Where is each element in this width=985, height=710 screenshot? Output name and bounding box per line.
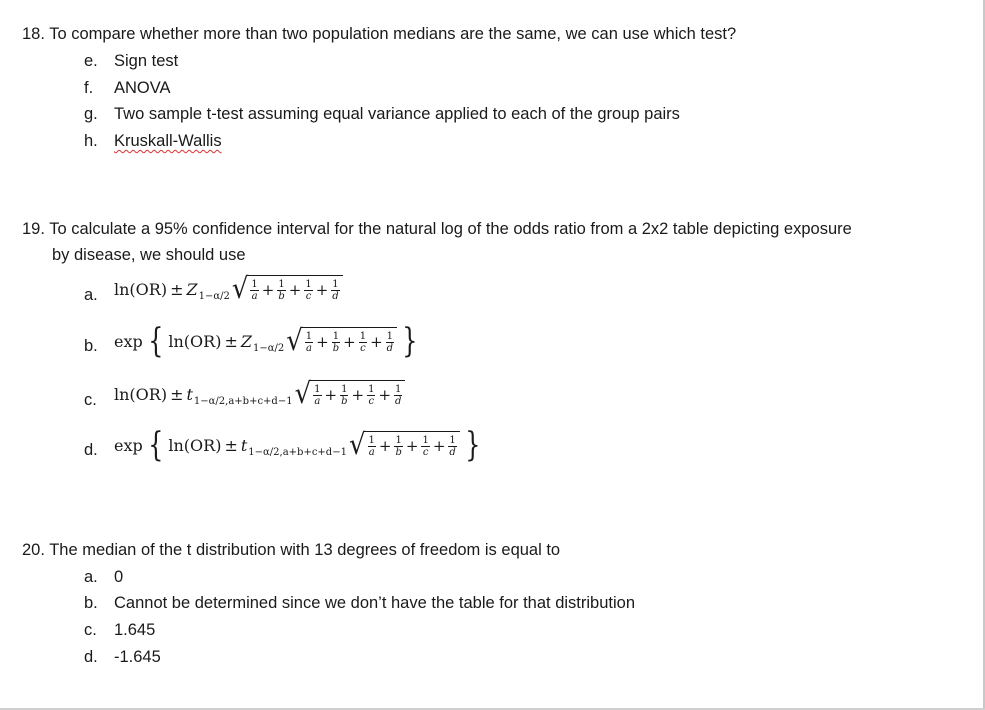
z-subscript: 1−α/2: [198, 290, 230, 302]
sqrt-sign: √ $\frac{1}{a}$ + $\frac{1}{b}$ + $\frac{1}{c}$ + $\frac{1}{d}$: [232, 275, 343, 303]
q19-option-a-formula: [114, 272, 343, 306]
exp-term: exp: [114, 331, 143, 351]
q19-option-d-formula: [114, 425, 485, 465]
q20-option-b-letter: b.: [84, 594, 98, 612]
sqrt-sign: √ $\frac{1}{a}$ + $\frac{1}{b}$ + $\frac{1}{c}$ + $\frac{1}{d}$: [286, 327, 397, 355]
q18-option-h-letter: h.: [84, 132, 98, 150]
q19-option-b-formula: [114, 321, 423, 361]
q20-option-a-letter: a.: [84, 568, 98, 586]
ln-or-term: ln(OR): [114, 279, 168, 299]
q19-option-d-letter: d.: [84, 441, 98, 459]
question-19-text-line1: 19. To calculate a 95% confidence interval for the natural log of the odds ratio from a 2x2 table depicting exposure: [22, 220, 852, 238]
q19-option-b-letter: b.: [84, 337, 98, 355]
exp-term: exp: [114, 435, 143, 455]
q18-option-h: [84, 132, 222, 151]
plus-minus-sign: ±: [224, 331, 238, 351]
q20-option-d: [84, 648, 161, 667]
q18-option-f-letter: f.: [84, 79, 94, 97]
q20-option-a-text: 0: [114, 568, 124, 586]
sqrt-sign: √ $\frac{1}{a}$ + $\frac{1}{b}$ + $\frac{1}{c}$ + $\frac{1}{d}$: [295, 380, 406, 408]
q19-option-c-letter: c.: [84, 391, 97, 409]
plus-minus-sign: ±: [170, 384, 184, 404]
question-20-text: 20. The median of the t distribution with 13 degrees of freedom is equal to: [22, 541, 561, 559]
ln-or-term: ln(OR): [168, 435, 222, 455]
q20-option-d-letter: d.: [84, 648, 98, 666]
q18-option-g: [84, 105, 680, 124]
z-symbol: Z: [240, 331, 252, 351]
ln-or-term: ln(OR): [168, 331, 222, 351]
t-symbol: t: [240, 435, 248, 455]
z-subscript: 1−α/2: [252, 342, 285, 354]
q18-option-g-text: Two sample t-test assuming equal variance applied to each of the group pairs: [114, 105, 680, 123]
t-subscript: 1−α/2,a+b+c+d−1: [193, 395, 293, 407]
right-brace: }: [465, 425, 481, 465]
q20-option-b-text: Cannot be determined since we don’t have the table for that distribution: [114, 594, 635, 612]
q20-option-b: [84, 594, 635, 613]
z-symbol: Z: [186, 279, 198, 299]
sqrt-sign: √ $\frac{1}{a}$ + $\frac{1}{b}$ + $\frac{1}{c}$ + $\frac{1}{d}$: [349, 431, 460, 459]
t-subscript: 1−α/2,a+b+c+d−1: [248, 446, 347, 458]
q20-option-c-letter: c.: [84, 621, 97, 639]
q18-option-e-letter: e.: [84, 52, 98, 70]
q18-option-e: [84, 52, 178, 71]
left-brace: {: [147, 425, 164, 465]
left-brace: {: [147, 321, 164, 361]
q20-option-c-text: 1.645: [114, 621, 156, 639]
right-brace: }: [402, 321, 418, 361]
plus-minus-sign: ±: [224, 435, 238, 455]
t-symbol: t: [186, 384, 193, 404]
plus-minus-sign: ±: [170, 279, 184, 299]
q18-option-e-text: Sign test: [114, 52, 179, 70]
q19-option-a-letter: a.: [84, 286, 98, 304]
q18-option-g-letter: g.: [84, 105, 98, 123]
q20-option-a: [84, 568, 123, 587]
q20-option-d-text: -1.645: [114, 648, 161, 666]
q18-option-f-text: ANOVA: [114, 79, 171, 97]
question-19-text-line2: by disease, we should use: [52, 246, 246, 264]
q18-option-h-text-spellcheck: Kruskall-Wallis: [114, 132, 222, 150]
ln-or-term: ln(OR): [114, 384, 168, 404]
q19-option-c-formula: [114, 377, 405, 411]
q20-option-c: [84, 621, 155, 640]
question-18-text: 18. To compare whether more than two population medians are the same, we can use which test?: [22, 25, 737, 43]
q18-option-f: [84, 79, 171, 98]
